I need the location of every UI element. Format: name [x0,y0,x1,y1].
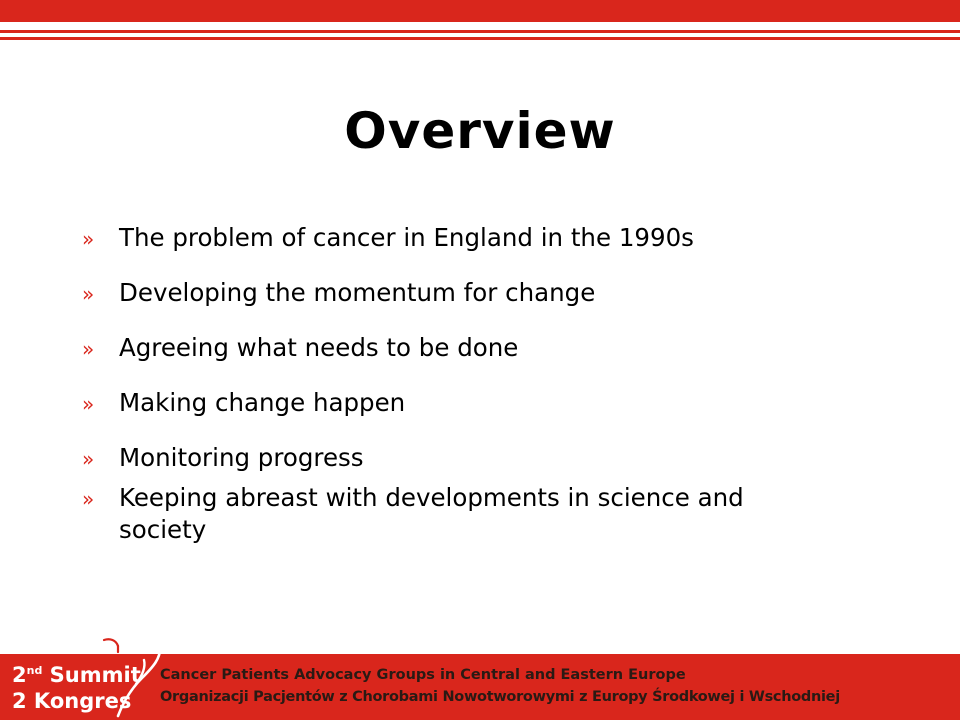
org-name-english: Cancer Patients Advocacy Groups in Central and Eastern Europe [160,667,686,683]
bullet-text: Agreeing what needs to be done [119,333,519,362]
summit-label [12,658,141,714]
bullet-marker: » [82,282,95,306]
bullet-marker: » [82,392,95,416]
bullet-item [82,387,822,419]
bullet-item [82,442,822,474]
bullet-text: Making change happen [119,388,406,417]
bullet-marker: » [82,447,95,471]
summit-line-2: 2 Kongres [12,689,132,713]
bullet-text: Keeping abreast with developments in science and society [119,483,744,544]
summit-line-1 [12,658,141,688]
summit-word: Summit [42,663,141,687]
bullet-item [82,482,822,546]
bullet-marker: » [82,337,95,361]
bullet-item [82,332,822,364]
org-name-polish: Organizacji Pacjentów z Chorobami Nowotworowymi z Europy Środkowej i Wschodniej [160,689,840,705]
bullet-marker: » [82,487,95,511]
summit-ordinal: nd [26,664,43,677]
bullet-text: Monitoring progress [119,443,364,472]
bullet-text: Developing the momentum for change [119,278,596,307]
top-red-bar [0,0,960,22]
bullet-item [82,222,822,254]
bullet-item [82,277,822,309]
summit-number: 2 [12,663,27,687]
slide-title: Overview [344,102,616,160]
bullet-marker: » [82,227,95,251]
bullet-list [82,222,822,546]
organization-name [160,664,840,708]
top-divider-line [0,37,960,40]
top-divider-line [0,30,960,33]
bullet-text: The problem of cancer in England in the 1990s [119,223,694,252]
